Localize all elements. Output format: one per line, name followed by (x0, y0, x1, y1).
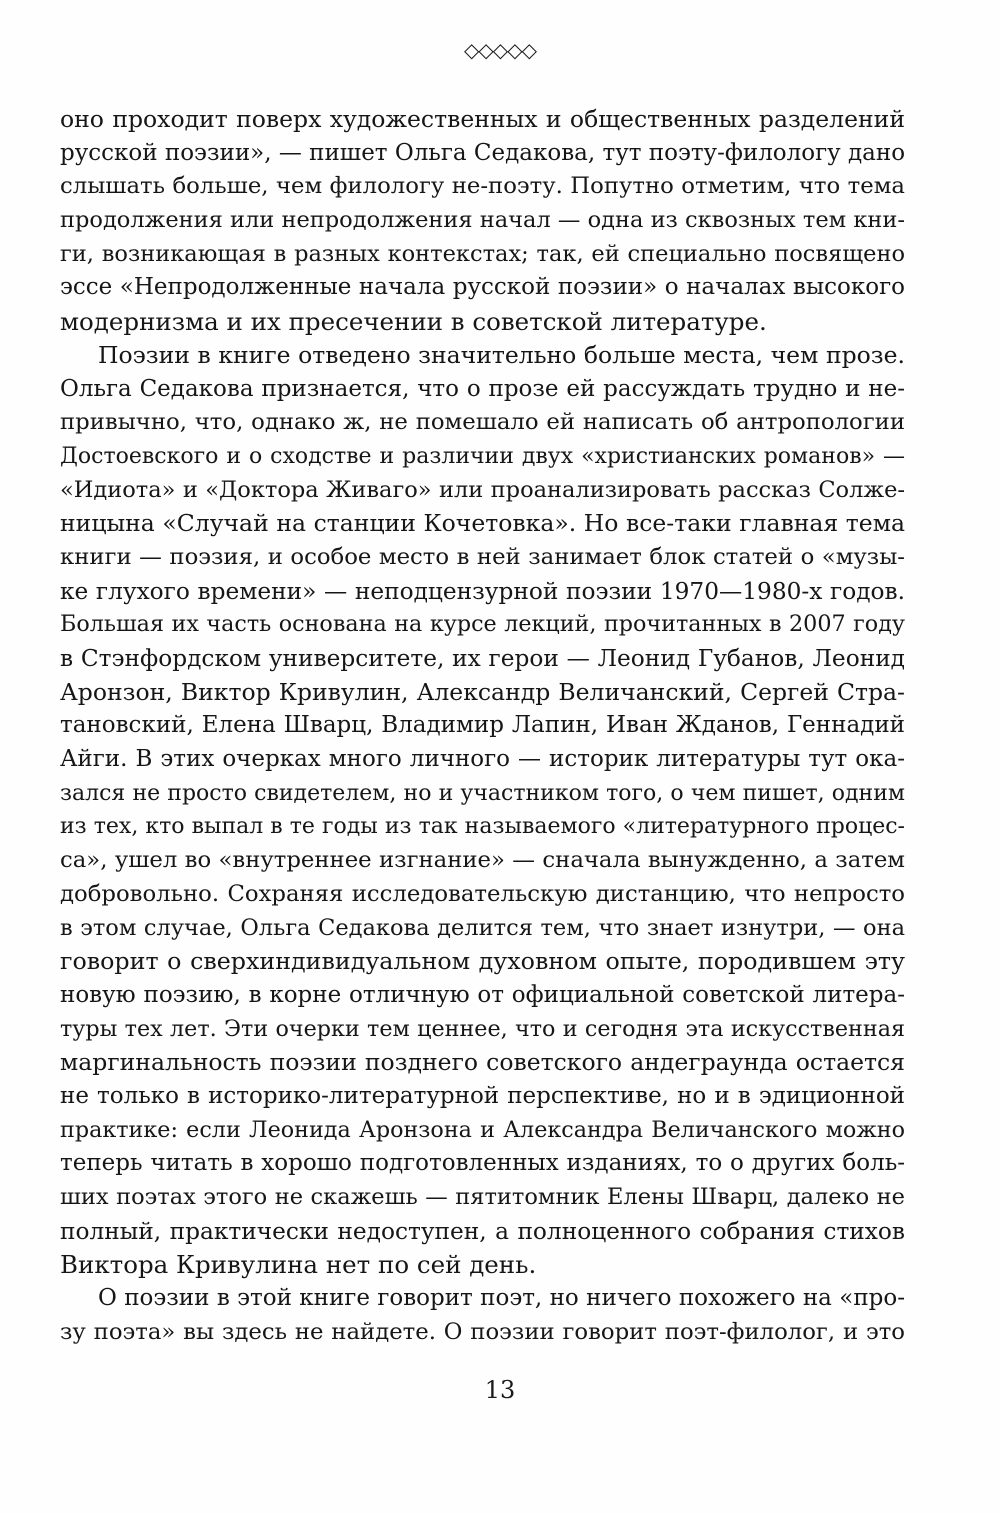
header-ornament: ◇◇◇◇◇ (464, 38, 536, 62)
text-line: Большая их часть основана на курсе лекций, прочитанных в 2007 году (60, 611, 905, 638)
text-line: тановский, Елена Шварц, Владимир Лапин, Иван Жданов, Геннадий (60, 712, 905, 739)
text-line: привычно, что, однако ж, не помешало ей написать об антропологии (60, 409, 905, 436)
text-line: эссе «Непродолженные начала русской поэзии» о началах высокого (60, 274, 905, 301)
text-line: не только в историко-литературной перспективе, но и в эдиционной (60, 1082, 905, 1109)
text-line: добровольно. Сохраняя исследовательскую дистанцию, что непросто (60, 880, 905, 907)
text-line: «Идиота» и «Доктора Живаго» или проанализировать рассказ Солже- (60, 476, 905, 503)
text-line: говорит о сверхиндивидуальном духовном опыте, породившем эту (60, 947, 905, 976)
text-line: Аронзон, Виктор Кривулин, Александр Величанский, Сергей Стра- (60, 677, 905, 706)
text-line: маргинальность поэзии позднего советского андеграунда остается (60, 1048, 905, 1077)
text-line: туры тех лет. Эти очерки тем ценнее, что и сегодня эта искусственная (60, 1015, 905, 1042)
text-line: О поэзии в этой книге говорит поэт, но ничего похожего на «про- (98, 1285, 905, 1312)
text-line: в Стэнфордском университете, их герои — Леонид Губанов, Леонид (60, 645, 905, 672)
text-line: Ольга Седакова признается, что о прозе ей рассуждать трудно и не- (60, 375, 905, 402)
text-line: теперь читать в хорошо подготовленных изданиях, то о других боль- (60, 1150, 905, 1177)
text-line: зу поэта» вы здесь не найдете. О поэзии говорит поэт-филолог, и это (60, 1318, 905, 1345)
text-line: Айги. В этих очерках много личного — историк литературы тут ока- (60, 746, 905, 773)
body-text (60, 103, 905, 1349)
text-line: полный, практически недоступен, а полноценного собрания стихов (60, 1217, 905, 1245)
text-line: ших поэтах этого не скажешь — пятитомник Елены Шварц, далеко не (60, 1184, 905, 1210)
text-line: русской поэзии», — пишет Ольга Седакова, тут поэту-филологу дано (60, 139, 905, 166)
text-line: практике: если Леонида Аронзона и Александра Величанского можно (60, 1116, 905, 1143)
text-line: из тех, кто выпал в те годы из так называемого «литературного процес- (60, 814, 905, 840)
text-line: зался не просто свидетелем, но и участником того, о чем пишет, одним (60, 780, 905, 806)
text-line: Виктора Кривулина нет по сей день. (60, 1250, 537, 1280)
text-line: в этом случае, Ольга Седакова делится тем, что знает изнутри, — она (60, 914, 905, 941)
text-line: оно проходит поверх художественных и общественных разделений (60, 105, 905, 133)
text-line: продолжения или непродолжения начал — одна из сквозных тем кни- (60, 207, 905, 234)
text-line: модернизма и их пресечении в советской литературе. (60, 307, 767, 337)
text-line: Поэзии в книге отведено значительно больше места, чем прозе. (98, 340, 905, 369)
text-line: Достоевского и о сходстве и различии двух «христианских романов» — (60, 443, 905, 469)
text-line: ги, возникающая в разных контекстах; так, ей специально посвящено (60, 240, 905, 267)
text-line: книги — поэзия, и особое место в ней занимает блок статей о «музы- (60, 543, 905, 570)
text-line: новую поэзию, в корне отличную от официальной советской литера- (60, 981, 905, 1008)
page-number: 13 (484, 1376, 516, 1404)
text-line: са», ушел во «внутреннее изгнание» — сначала вынужденно, а затем (60, 847, 905, 874)
text-line: ницына «Случай на станции Кочетовка». Но все-таки главная тема (60, 509, 905, 538)
text-line: слышать больше, чем филологу не-поэту. Попутно отметим, что тема (60, 173, 905, 200)
text-line: ке глухого времени» — неподцензурной поэзии 1970—1980-х годов. (60, 577, 905, 605)
